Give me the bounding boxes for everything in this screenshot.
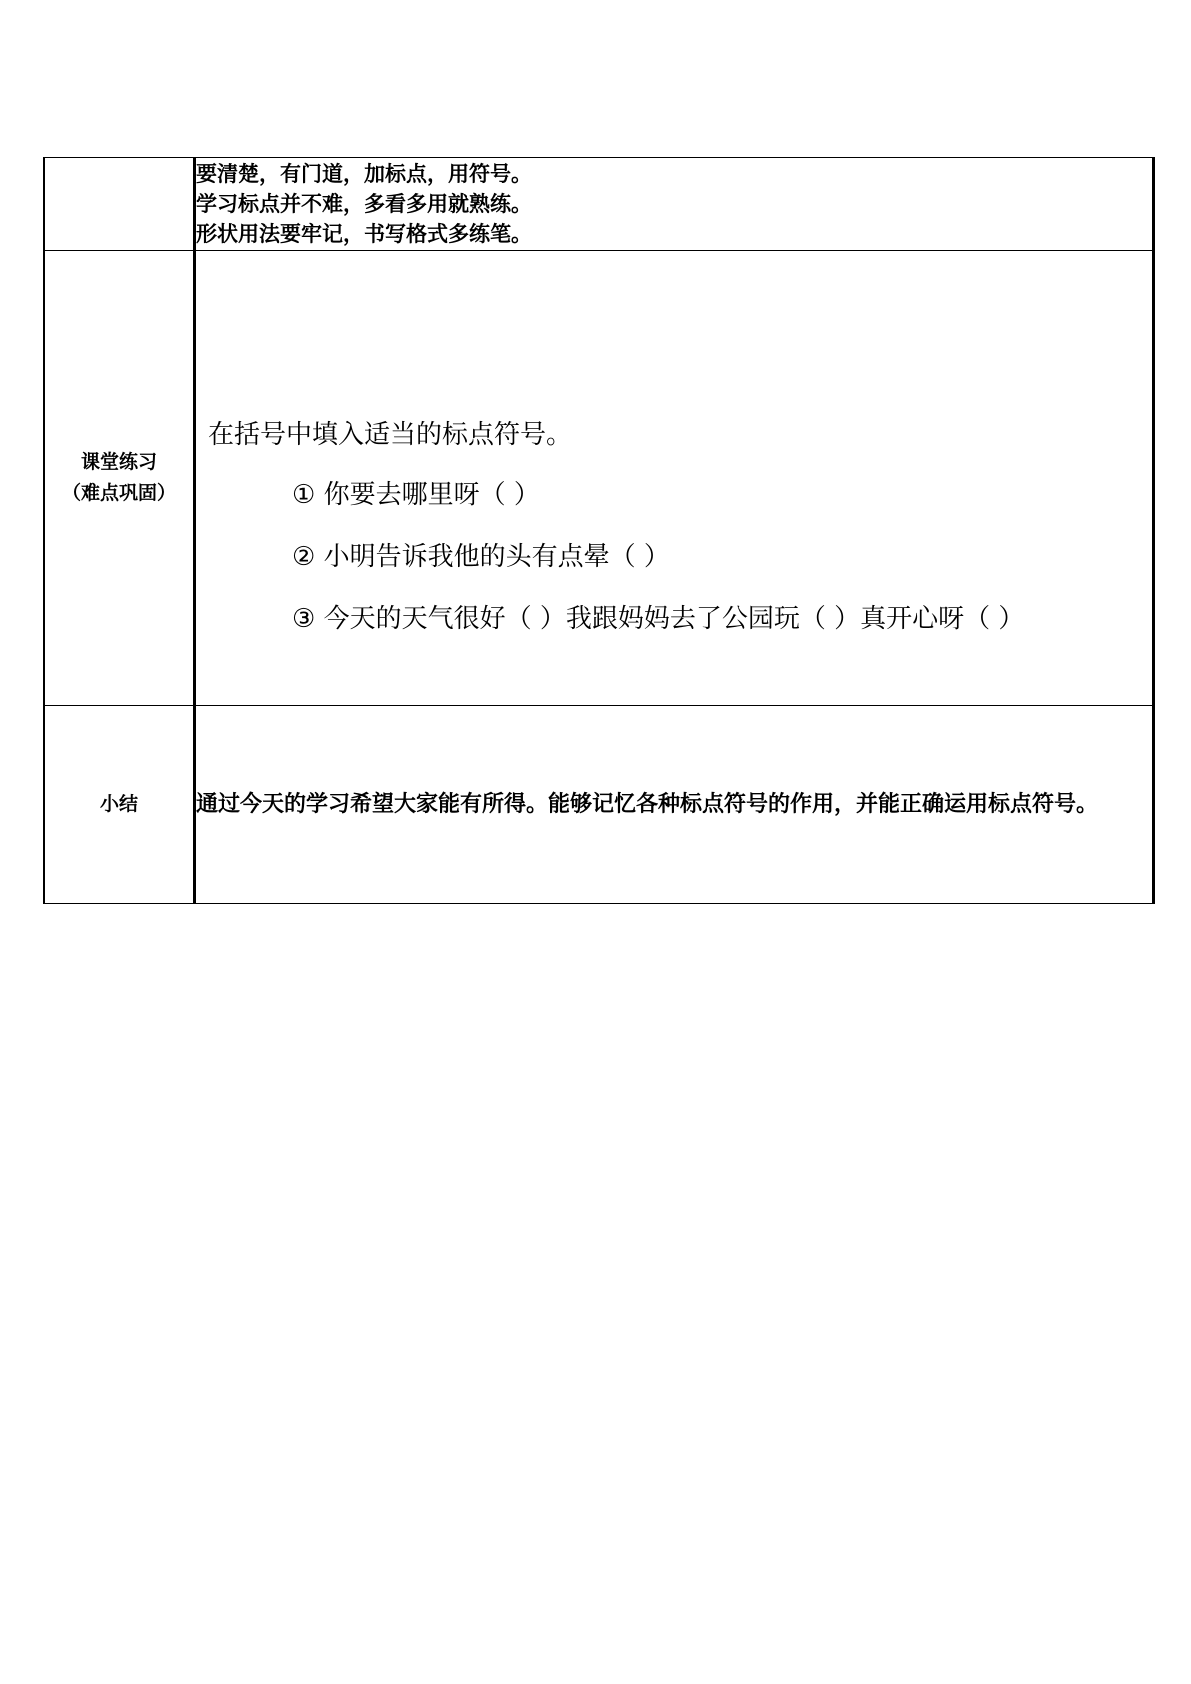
exercise-label-line2: （难点巩固） <box>61 482 176 504</box>
rhyme-line-1: 要清楚，有门道，加标点，用符号。 <box>196 162 532 186</box>
exercise-cell <box>195 251 1154 706</box>
table-row-rhyme <box>44 158 1154 251</box>
exercise-item-2: ② 小明告诉我他的头有点晕（ ） <box>292 542 670 572</box>
rhyme-line-2: 学习标点并不难，多看多用就熟练。 <box>196 192 532 216</box>
lesson-table <box>43 157 1155 904</box>
exercise-title: 在括号中填入适当的标点符号。 <box>208 420 573 450</box>
summary-text: 通过今天的学习希望大家能有所得。能够记忆各种标点符号的作用，并能正确运用标点符号。 <box>195 706 1154 904</box>
exercise-item-1: ① 你要去哪里呀（ ） <box>292 480 540 510</box>
row-label-empty <box>44 158 195 251</box>
table-row-summary <box>44 706 1154 904</box>
table-row-exercise <box>44 251 1154 706</box>
row-label-exercise <box>44 251 195 706</box>
row-label-summary: 小结 <box>44 706 195 904</box>
exercise-item-3: ③ 今天的天气很好（ ）我跟妈妈去了公园玩（ ）真开心呀（ ） <box>292 604 1025 634</box>
exercise-label-line1: 课堂练习 <box>80 451 157 473</box>
rhyme-cell <box>195 158 1154 251</box>
rhyme-line-3: 形状用法要牢记，书写格式多练笔。 <box>196 222 532 246</box>
